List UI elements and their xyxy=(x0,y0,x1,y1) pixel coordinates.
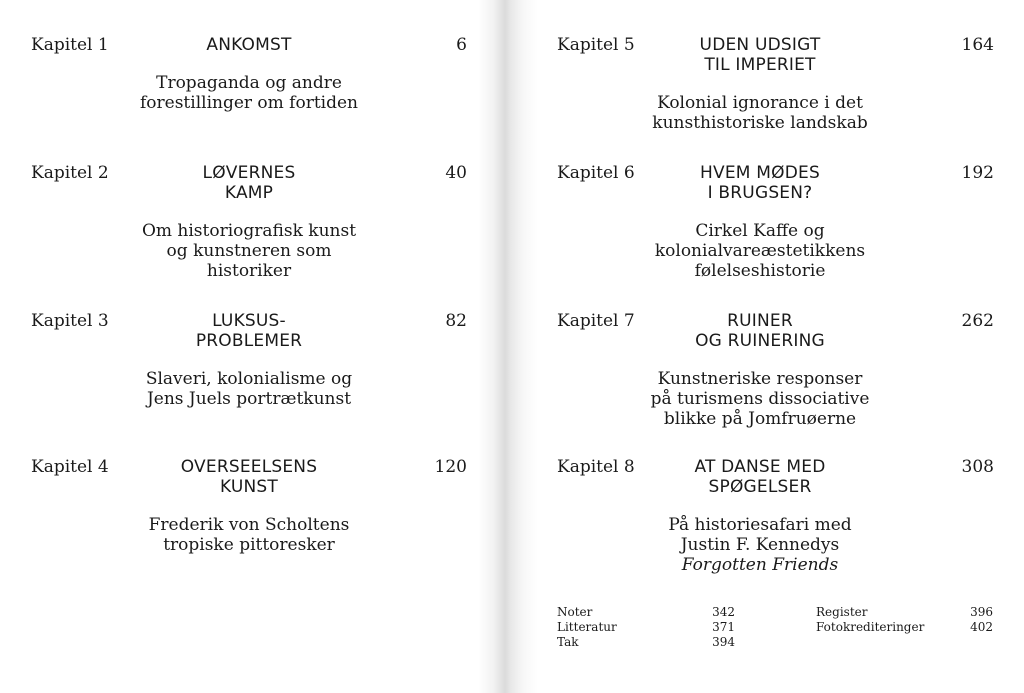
chapter-page-number: 308 xyxy=(961,457,994,477)
chapter-title: OVERSEELSENS KUNST xyxy=(180,457,318,497)
chapter-label: Kapitel 2 xyxy=(31,163,109,183)
chapter-subtitle: Kunstneriske responser på turismens dissociative blikke på Jomfruøerne xyxy=(650,369,870,429)
chapter-title: LUKSUS- PROBLEMER xyxy=(195,311,303,351)
chapter-subtitle: Om historiografisk kunst og kunstneren som historiker xyxy=(141,221,357,281)
chapter-subtitle: På historiesafari med Justin F. Kennedys Forgotten Friends xyxy=(668,515,852,575)
chapter-label: Kapitel 4 xyxy=(31,457,109,477)
chapter-label: Kapitel 5 xyxy=(557,35,635,55)
chapter-page-number: 40 xyxy=(445,163,467,183)
chapter-label: Kapitel 3 xyxy=(31,311,109,331)
chapter-page-number: 192 xyxy=(961,163,994,183)
chapter-title: RUINER OG RUINERING xyxy=(695,311,825,351)
chapter-page-number: 82 xyxy=(445,311,467,331)
chapter-label: Kapitel 6 xyxy=(557,163,635,183)
chapter-subtitle: Frederik von Scholtens tropiske pittoresker xyxy=(148,515,350,555)
chapter-page-number: 164 xyxy=(961,35,994,55)
chapter-title: HVEM MØDES I BRUGSEN? xyxy=(700,163,820,203)
chapter-title: UDEN UDSIGT TIL IMPERIET xyxy=(699,35,821,75)
chapter-subtitle: Slaveri, kolonialisme og Jens Juels portrætkunst xyxy=(145,369,353,409)
right-page: Kapitel 5 UDEN UDSIGT TIL IMPERIET 164 Kolonial ignorance i det kunsthistoriske landskab Kapitel 6 HVEM MØDES I BRUGSEN? 192 Cirkel Kaffe og kolonialvareæstetikkens følelseshistorie Kapitel 7 RUINER OG RUINERING 262 Kunstneriske responser på turismens dissociative blikke på Jomfruøerne Kapitel 8 AT DANSE MED SPØGELSER 308 På historiesafari med Justin F. Kennedys Forgotten Friends Noter 342 Litteratur 371 Tak 394 Register 396 Fotokrediteringer 402 xyxy=(557,35,994,649)
chapter-title: ANKOMST xyxy=(206,35,292,55)
chapter-page-number: 6 xyxy=(456,35,467,55)
chapter-page-number: 120 xyxy=(434,457,467,477)
chapter-subtitle: Cirkel Kaffe og kolonialvareæstetikkens følelseshistorie xyxy=(654,221,866,281)
chapter-page-number: 262 xyxy=(961,311,994,331)
chapter-label: Kapitel 7 xyxy=(557,311,635,331)
chapter-label: Kapitel 8 xyxy=(557,457,635,477)
chapter-label: Kapitel 1 xyxy=(31,35,109,55)
chapter-title: LØVERNES KAMP xyxy=(202,163,296,203)
chapter-subtitle: Tropaganda og andre forestillinger om fortiden xyxy=(139,73,358,113)
left-page xyxy=(0,0,500,693)
chapter-subtitle: Kolonial ignorance i det kunsthistoriske landskab xyxy=(652,93,868,133)
chapter-title: AT DANSE MED SPØGELSER xyxy=(694,457,826,497)
